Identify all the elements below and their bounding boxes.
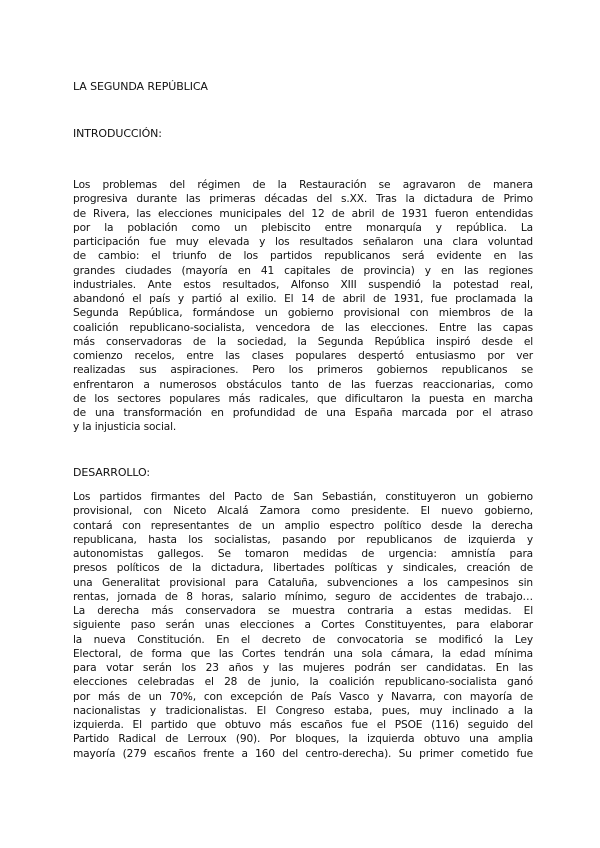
text-line: contará con representantes de un amplio espectro político desde la derecha xyxy=(73,519,533,532)
text-line: de Rivera, las elecciones municipales del 12 de abril de 1931 fueron entendidas xyxy=(73,207,533,220)
text-line: enfrentaron a numerosos obstáculos tanto de las fuerzas reaccionarias, como xyxy=(73,378,533,391)
text-line: realizadas sus aspiraciones. Pero los primeros gobiernos republicanos se xyxy=(73,364,533,377)
text-line: de cambio: el triunfo de los partidos republicanos será evidente en las xyxy=(73,250,533,263)
text-line: mayoría (279 escaños frente a 160 del centro-derecha). Su primer cometido fue xyxy=(73,747,533,760)
text-line: Segunda República, formándose un gobierno provisional con miembros de la xyxy=(73,307,533,320)
text-line: Partido Radical de Lerroux (90). Por bloques, la izquierda obtuvo una amplia xyxy=(73,733,533,746)
text-line: Los problemas del régimen de la Restauración se agravaron de manera xyxy=(73,179,533,191)
text-line: coalición republicano-socialista, vencedora de las elecciones. Entre las capas xyxy=(73,321,533,334)
text-line: izquierda. El partido que obtuvo más escaños fue el PSOE (116) seguido del xyxy=(73,719,533,731)
text-line: nacionalistas y tradicionalistas. El Congreso estaba, pues, muy inclinado a la xyxy=(73,704,533,717)
text-line: industriales. Ante estos resultados, Alfonso XIII suspendió la potestad real, xyxy=(73,278,533,291)
text-line: autonomistas gallegos. Se tomaron medidas de urgencia: amnistía para xyxy=(73,548,533,560)
text-line: La derecha más conservadora se muestra contraria a estas medidas. El xyxy=(73,605,533,617)
text-line: la nueva Constitución. En el decreto de convocatoria se modificó la Ley xyxy=(73,633,533,646)
text-line: siguiente paso serán unas elecciones a Cortes Constituyentes, para elaborar xyxy=(73,619,533,632)
text-line: y la injusticia social. xyxy=(73,421,177,434)
introduction-heading: INTRODUCCIÓN: xyxy=(73,127,162,140)
development-paragraph xyxy=(73,490,533,761)
text-line: participación fue muy elevada y los resultados señalaron una clara voluntad xyxy=(73,236,533,248)
text-line: republicana, hasta los socialistas, pasando por republicanos de izquierda y xyxy=(73,533,533,546)
text-line: comienzo recelos, entre las clases populares despertó entusiasmo por ver xyxy=(73,350,533,362)
text-line: para votar serán los 23 años y las mujeres podrán ser candidatas. En las xyxy=(73,662,533,674)
text-line: una Generalitat provisional para Cataluña, subvenciones a los campesinos sin xyxy=(73,576,533,589)
text-line: elecciones celebradas el 28 de junio, la coalición republicano-socialista ganó xyxy=(73,676,533,689)
text-line: de los sectores populares más radicales, que dificultaron la puesta en marcha xyxy=(73,392,533,405)
text-line: Electoral, de forma que las Cortes tendrán una sola cámara, la edad mínima xyxy=(73,647,533,660)
text-line: por más de un 70%, con excepción de País Vasco y Navarra, con mayoría de xyxy=(73,690,533,703)
text-line: más conservadoras de la sociedad, la Segunda República inspiró desde el xyxy=(73,335,533,348)
text-line: Los partidos firmantes del Pacto de San Sebastián, constituyeron un gobierno xyxy=(73,491,533,503)
text-line: provisional, con Niceto Alcalá Zamora como presidente. El nuevo gobierno, xyxy=(73,505,533,518)
text-line: grandes ciudades (mayoría en 41 capitales de provincia) y en las regiones xyxy=(73,264,533,277)
introduction-paragraph xyxy=(73,178,533,435)
text-line: abandonó el país y partió al exilio. El 14 de abril de 1931, fue proclamada la xyxy=(73,293,533,305)
text-line: rentas, jornada de 8 horas, salario mínimo, seguro de accidentes de trabajo… xyxy=(73,590,533,603)
document-title: LA SEGUNDA REPÚBLICA xyxy=(73,80,208,93)
text-line: presos políticos de la dictadura, libertades políticas y sindicales, creación de xyxy=(73,562,533,575)
text-line: de una transformación en profundidad de una España marcada por el atraso xyxy=(73,407,533,419)
development-heading: DESARROLLO: xyxy=(73,466,151,479)
text-line: por la población como un plebiscito entre monarquía y república. La xyxy=(73,221,533,234)
text-line: progresiva durante las primeras décadas del s.XX. Tras la dictadura de Primo xyxy=(73,193,533,206)
